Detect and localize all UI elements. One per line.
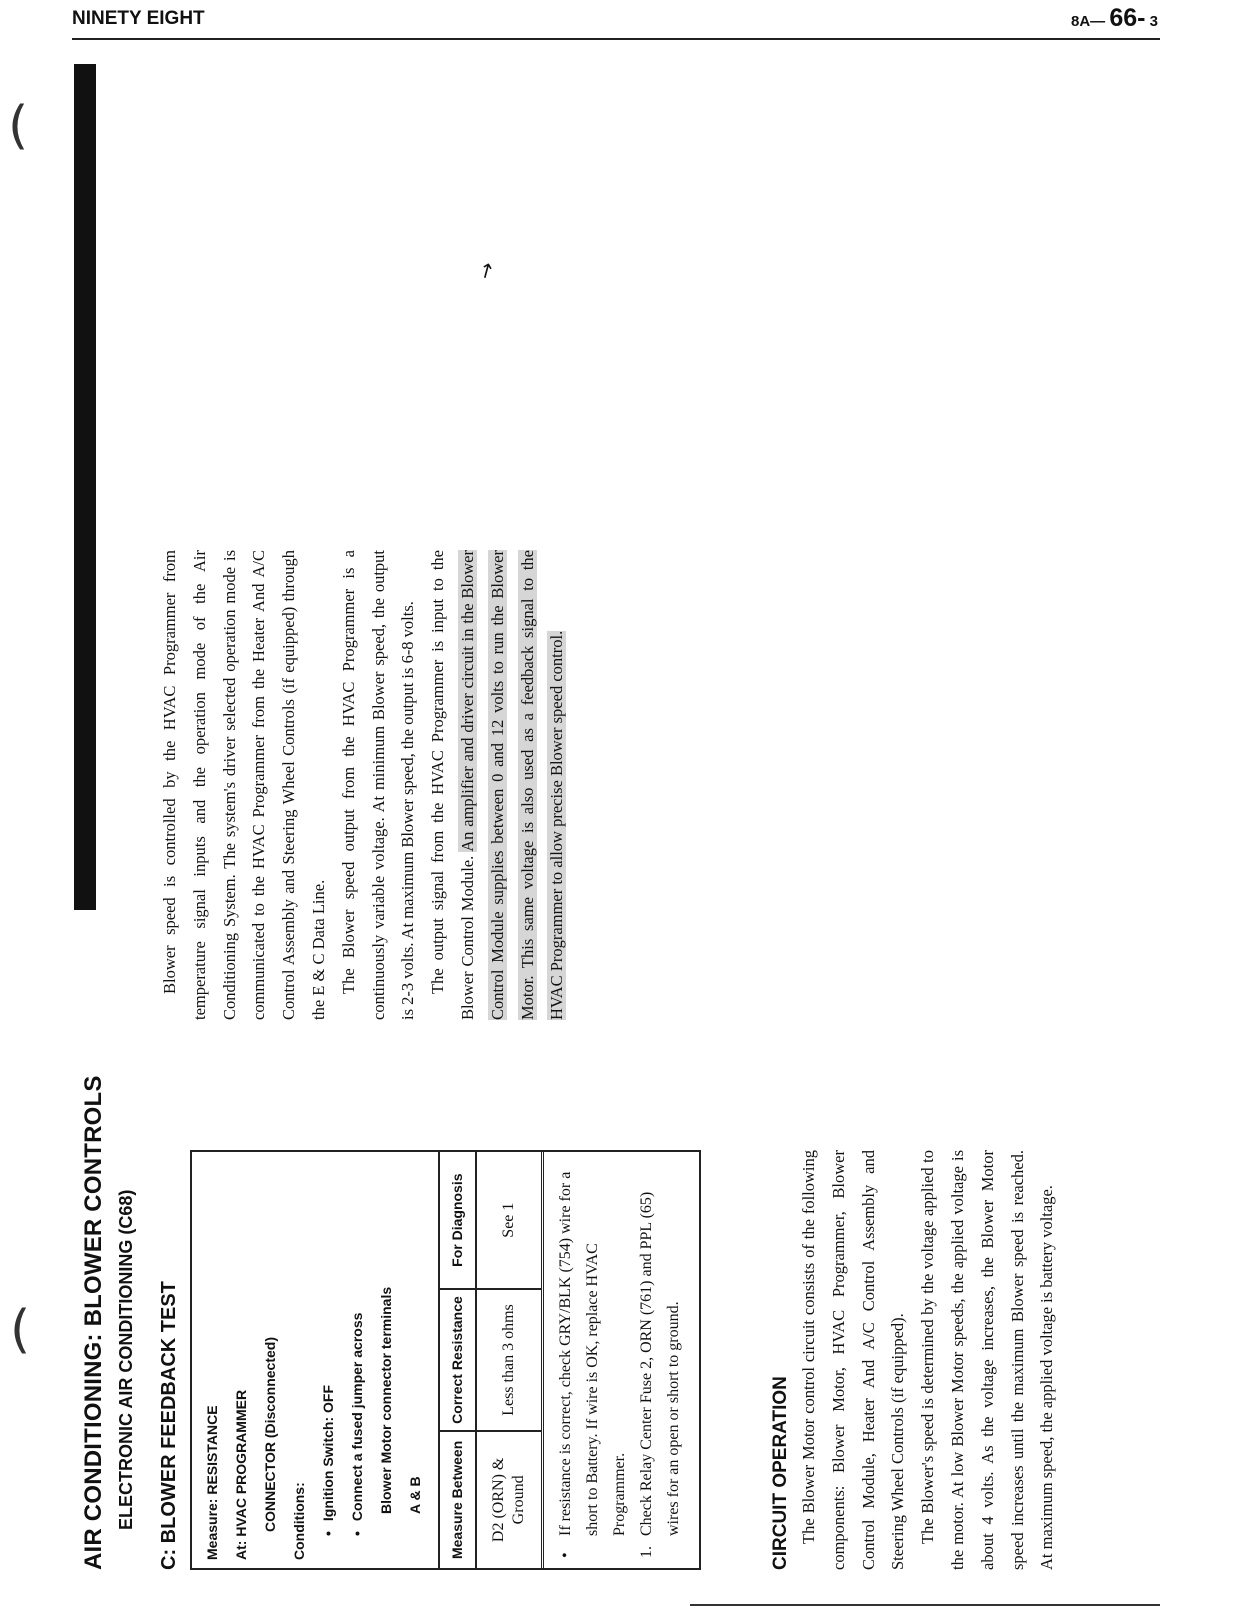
diagnosis-notes [541, 1152, 699, 1568]
circuit-paragraph-1: The Blower Motor control circuit consists of the following components: Blower Motor, HVAC Programmer, Blower Control Module, Heater And A/C Control Assembly and Steering Wheel Controls (if equipped). [799, 1150, 908, 1570]
binding-mark-bottom: ( [10, 1300, 31, 1360]
table-header: For Diagnosis [439, 1152, 476, 1289]
paragraph-3 [423, 550, 572, 1020]
table-header-row [439, 1152, 476, 1568]
table-header: Correct Resistance [439, 1289, 476, 1430]
page-number [1071, 4, 1158, 33]
table-cell: See 1 [476, 1152, 541, 1289]
table-cell: Less than 3 ohms [476, 1289, 541, 1430]
at-line: At: HVAC PROGRAMMER [233, 1389, 249, 1560]
paragraph-3-plain: The output signal from the HVAC Programmer is input to the Blower Control Module. [428, 550, 477, 1020]
paragraph-2: The Blower speed output from the HVAC Programmer is a continuously variable voltage. At minimum Blower speed, the output is 2-3 volts. At maximum Blower speed, the output is 6-8 volts. [338, 550, 418, 1020]
page-number-sub: 3 [1145, 13, 1158, 30]
table-header: Measure Between [439, 1431, 476, 1568]
footer-rule [690, 1604, 1160, 1606]
test-conditions [192, 1152, 438, 1568]
section-subtitle: ELECTRONIC AIR CONDITIONING (C68) [116, 1189, 136, 1530]
rotated-page-content [80, 40, 1170, 1570]
circuit-paragraph-2: The Blower's speed is determined by the voltage applied to the motor. At low Blower Motor speeds, the applied voltage is about 4 volts. As the voltage increases, the Blower Motor speed increases until the maximum Blower speed is reached. At maximum speed, the applied voltage is battery voltage. [918, 1150, 1057, 1570]
table-cell: D2 (ORN) & Ground [476, 1431, 541, 1568]
page-number-main: 66- [1109, 4, 1146, 32]
test-title: C: BLOWER FEEDBACK TEST [158, 1281, 180, 1570]
circuit-operation-section [770, 1150, 1062, 1570]
note-1-key: 1. [638, 1546, 655, 1558]
conditions-label: Conditions: [291, 1482, 307, 1560]
note-bullet-text: If resistance is correct, check GRY/BLK (754) wire for a short to Battery. If wire is OK, replace HVAC Programmer. [557, 1171, 628, 1536]
binding-mark-top: ( [8, 96, 29, 156]
section-title: AIR CONDITIONING: BLOWER CONTROLS [80, 1075, 107, 1570]
note-1 [633, 1162, 687, 1558]
note-1-text: Check Relay Center Fuse 2, ORN (761) and PPL (65) wires for an open or short to ground. [638, 1191, 682, 1536]
running-header-title: NINETY EIGHT [72, 8, 205, 29]
condition-1: • Ignition Switch: OFF [314, 1160, 343, 1560]
condition-2: • Connect a fused jumper across [343, 1160, 372, 1560]
at-line-2: CONNECTOR (Disconnected) [262, 1337, 278, 1532]
resistance-table [438, 1152, 541, 1568]
note-bullet [552, 1162, 633, 1558]
test-box [190, 1150, 701, 1570]
table-row [476, 1152, 541, 1568]
page-section: 8A— [1071, 13, 1110, 30]
condition-2-line-2: Blower Motor connector terminals [378, 1286, 394, 1514]
condition-2-line-3: A & B [407, 1476, 423, 1514]
measure-line: Measure: RESISTANCE [204, 1405, 220, 1560]
circuit-heading: CIRCUIT OPERATION [770, 1376, 791, 1570]
paragraph-1: Blower speed is controlled by the HVAC Programmer from temperature signal inputs and the operation mode of the Air Conditioning System. The system's driver selected operation mode is communicated to the HVAC Programmer from the Heater And A/C Control Assembly and Steering Wheel Controls (if equipped) through the E & C Data Line. [160, 550, 328, 1020]
stray-mark: ↗ [473, 257, 500, 285]
right-column [155, 550, 572, 1020]
paragraph-3-highlighted: An amplifier and driver circuit in the Blower Control Module supplies between 0 and 12 volts to run the Blower Motor. This same voltage is also used as a feedback signal to the HVAC Programmer to allow precise Blower speed control. [457, 549, 567, 1020]
bullet-mark: • [557, 1552, 574, 1558]
